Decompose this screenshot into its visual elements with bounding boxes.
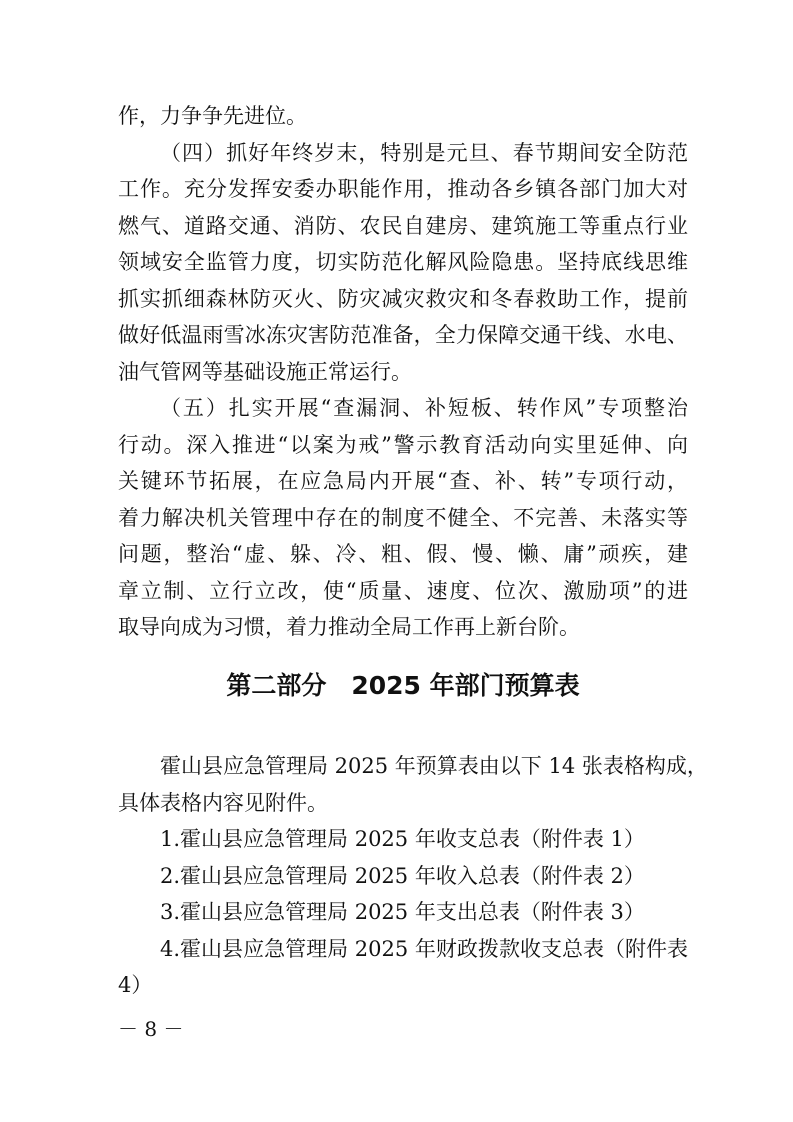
page-number: － 8 － [118,1017,184,1041]
text-line: 工作。充分发挥安委办职能作用，推动各乡镇各部门加大对 [118,177,688,201]
text-line: 霍山县应急管理局 2025 年预算表由以下 14 张表格构成， [160,754,708,778]
text-line: 问题，整治“虚、躲、冷、粗、假、慢、懒、庸”顽疾，建 [118,542,688,566]
text-line: 章立制、立行立改，使“质量、速度、位次、激励项”的进 [118,578,688,603]
section-text [118,748,708,1004]
body-text [118,98,688,646]
text-line: 燃气、道路交通、消防、农民自建房、建筑施工等重点行业 [118,213,688,238]
text-line: 3.霍山县应急管理局 2025 年支出总表（附件表 3） [160,900,645,924]
text-line: 4.霍山县应急管理局 2025 年财政拨款收支总表（附件表 [160,936,689,961]
text-line: 抓实抓细森林防灭火、防灾减灾救灾和冬春救助工作，提前 [118,286,688,311]
text-line: 具体表格内容见附件。 [118,790,328,815]
text-line: （四）抓好年终岁末，特别是元旦、春节期间安全防范 [160,140,688,165]
text-line: 行动。深入推进“以案为戒”警示教育活动向实里延伸、向 [118,432,688,457]
text-line: 作，力争争先进位。 [118,104,307,128]
text-line: 1.霍山县应急管理局 2025 年收支总表（附件表 1） [160,827,645,851]
text-line: 着力解决机关管理中存在的制度不健全、不完善、未落实等 [118,505,688,530]
text-line: 关键环节拓展，在应急局内开展“查、补、转”专项行动， [118,469,688,493]
text-line: 油气管网等基础设施正常运行。 [118,359,412,384]
text-line: 2.霍山县应急管理局 2025 年收入总表（附件表 2） [160,863,645,888]
text-line: （五）扎实开展“查漏洞、补短板、转作风”专项整治 [160,396,688,420]
text-line: 取导向成为习惯，着力推动全局工作再上新台阶。 [118,615,580,639]
text-line: 做好低温雨雪冰冻灾害防范准备，全力保障交通干线、水电、 [118,323,688,347]
text-line: 4） [118,973,153,997]
text-line: 领域安全监管力度，切实防范化解风险隐患。坚持底线思维 [118,250,688,274]
section-heading: 第二部分 2025 年部门预算表 [226,671,580,700]
